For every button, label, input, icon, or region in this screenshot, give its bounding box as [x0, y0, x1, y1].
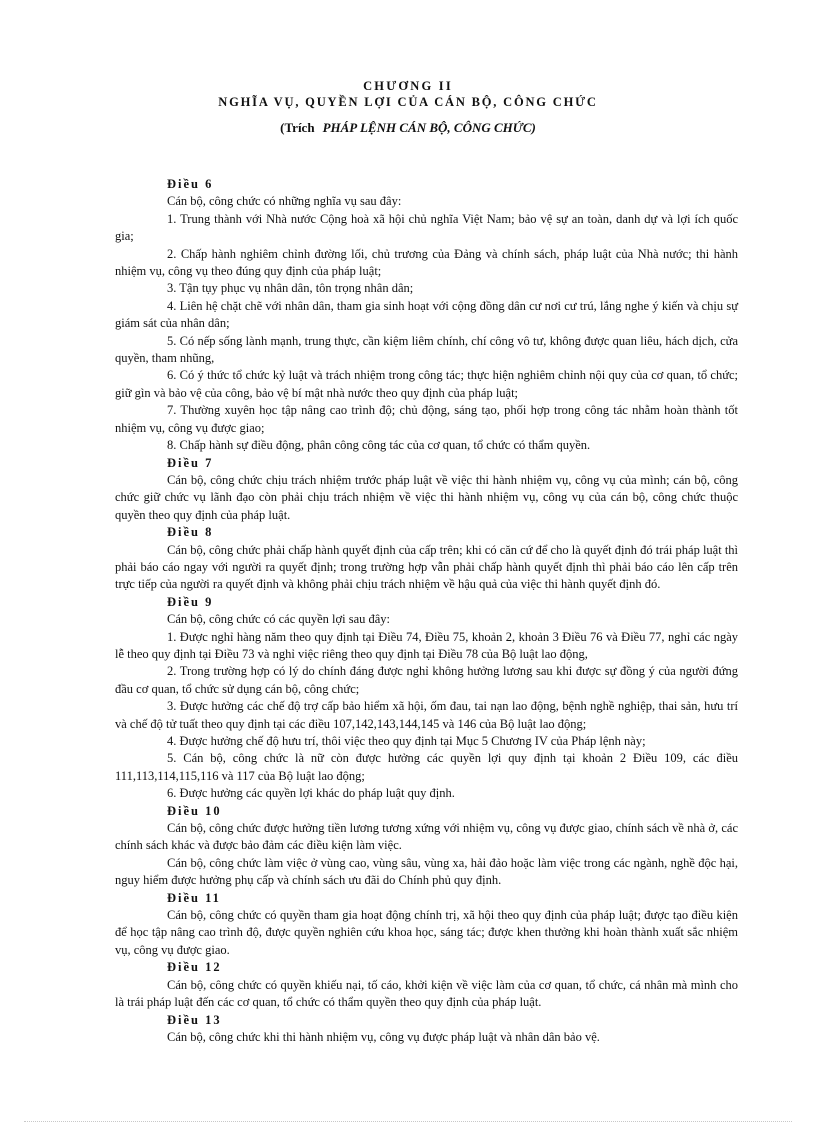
article-paragraph: Cán bộ, công chức có quyền khiếu nại, tố cáo, khởi kiện về việc làm của cơ quan, tổ chức, cá nhân mà mình cho là trái pháp luật đến các cơ quan, tổ chức có thẩm quyền theo quy định của pháp luật. [115, 977, 738, 1010]
article-paragraph: Cán bộ, công chức khi thi hành nhiệm vụ, công vụ được pháp luật và nhân dân bảo vệ. [167, 1029, 600, 1044]
source-title: PHÁP LỆNH CÁN BỘ, CÔNG CHỨC) [322, 120, 536, 135]
article-paragraph: 2. Trong trường hợp có lý do chính đáng được nghỉ không hưởng lương sau khi được sự đồng ý của người đứng đầu cơ quan, tổ chức sử dụng cán bộ, công chức; [115, 664, 738, 696]
article-title: Điều 7 [167, 455, 214, 470]
chapter-title: NGHĨA VỤ, QUYỀN LỢI CỦA CÁN BỘ, CÔNG CHỨC [218, 95, 598, 109]
article-paragraph: Cán bộ, công chức có các quyền lợi sau đây: [167, 612, 391, 627]
article-paragraph: 1. Được nghỉ hàng năm theo quy định tại Điều 74, Điều 75, khoản 2, khoản 3 Điều 76 và Điều 77, nghỉ các ngày lễ theo quy định tại Điều 73 và nghỉ việc riêng theo quy định tại Điều 78 của Bộ luật lao động, [115, 629, 738, 661]
article-paragraph: 8. Chấp hành sự điều động, phân công công tác của cơ quan, tổ chức có thẩm quyền. [167, 438, 591, 453]
article-paragraph: 4. Liên hệ chặt chẽ với nhân dân, tham gia sinh hoạt với cộng đồng dân cư nơi cư trú, lắng nghe ý kiến và chịu sự giám sát của nhân dân; [115, 298, 738, 331]
article-paragraph: Cán bộ, công chức có quyền tham gia hoạt động chính trị, xã hội theo quy định của pháp luật; được tạo điều kiện để học tập nâng cao trình độ, được quyền nghiên cứu khoa học, sáng tác; được khen thưởng khi hoàn thành xuất sắc nhiệm vụ, công vụ được giao. [115, 908, 738, 957]
article-paragraph: 6. Được hưởng các quyền lợi khác do pháp luật quy định. [167, 786, 455, 801]
article-paragraph: 5. Có nếp sống lành mạnh, trung thực, cần kiệm liêm chính, chí công vô tư, không được quan liêu, hách dịch, cửa quyền, tham nhũng, [115, 333, 738, 366]
article-title: Điều 8 [167, 525, 214, 540]
document-header [0, 78, 816, 136]
article-paragraph: Cán bộ, công chức có những nghĩa vụ sau đây: [167, 194, 402, 209]
article-paragraph: 4. Được hưởng chế độ hưu trí, thôi việc theo quy định tại Mục 5 Chương IV của Pháp lệnh này; [167, 734, 646, 748]
article-paragraph: Cán bộ, công chức chịu trách nhiệm trước pháp luật về việc thi hành nhiệm vụ, công vụ của mình; cán bộ, công chức giữ chức vụ lãnh đạo còn phải chịu trách nhiệm về việc thi hành nhiệm vụ, công vụ của cán bộ, công chức thuộc quyền theo quy định của pháp luật. [115, 472, 738, 522]
article-title: Điều 13 [167, 1012, 222, 1027]
page-bottom-divider [24, 1121, 792, 1122]
article-paragraph: 5. Cán bộ, công chức là nữ còn được hưởng các quyền lợi quy định tại khoản 2 Điều 109, các điều 111,113,114,115,116 và 117 của Bộ luật lao động; [115, 751, 738, 783]
article-paragraph: 1. Trung thành với Nhà nước Cộng hoà xã hội chủ nghĩa Việt Nam; bảo vệ sự an toàn, danh dự và lợi ích quốc gia; [115, 211, 738, 244]
article-title: Điều 9 [167, 594, 214, 609]
article-paragraph: 3. Được hưởng các chế độ trợ cấp bảo hiểm xã hội, ốm đau, tai nạn lao động, bệnh nghề nghiệp, thai sản, hưu trí và chế độ tử tuất theo quy định tại các điều 107,142,143,144,145 và 146 của Bộ luật lao động; [115, 699, 738, 731]
article-paragraph: 7. Thường xuyên học tập nâng cao trình độ; chủ động, sáng tạo, phối hợp trong công tác nhằm hoàn thành tốt nhiệm vụ, công vụ được giao; [115, 403, 738, 435]
article-title: Điều 12 [167, 960, 222, 975]
article-paragraph: 6. Có ý thức tổ chức kỷ luật và trách nhiệm trong công tác; thực hiện nghiêm chỉnh nội quy của cơ quan, tổ chức; giữ gìn và bảo vệ của công, bảo vệ bí mật nhà nước theo quy định của pháp luật; [115, 368, 738, 400]
article-paragraph: Cán bộ, công chức phải chấp hành quyết định của cấp trên; khi có căn cứ để cho là quyết định đó trái pháp luật thì phải báo cáo ngay với người ra quyết định; trong trường hợp vẫn phải chấp hành quyết định thì phải báo cáo lên cấp trên trực tiếp của người ra quyết định và không phải chịu trách nhiệm về hậu quả của việc thi hành quyết định đó. [115, 542, 739, 592]
article-paragraph: Cán bộ, công chức được hưởng tiền lương tương xứng với nhiệm vụ, công vụ được giao, chính sách về nhà ở, các chính sách khác và được bảo đảm các điều kiện làm việc. [115, 821, 738, 853]
article-title: Điều 10 [167, 803, 222, 818]
article-paragraph: 3. Tận tụy phục vụ nhân dân, tôn trọng nhân dân; [167, 281, 414, 296]
source-note [0, 120, 816, 136]
article-title: Điều 11 [167, 890, 221, 905]
article-title: Điều 6 [167, 177, 214, 191]
document-body [115, 176, 738, 1046]
article-paragraph: Cán bộ, công chức làm việc ở vùng cao, vùng sâu, vùng xa, hải đảo hoặc làm việc trong các ngành, nghề độc hại, nguy hiểm được hưởng phụ cấp và chính sách ưu đãi do Chính phủ quy định. [115, 855, 738, 888]
article-paragraph: 2. Chấp hành nghiêm chỉnh đường lối, chủ trương của Đảng và chính sách, pháp luật của Nhà nước; thi hành nhiệm vụ, công vụ theo đúng quy định của pháp luật; [115, 246, 738, 279]
chapter-number: CHƯƠNG II [363, 79, 453, 93]
source-prefix: (Trích [280, 120, 315, 135]
